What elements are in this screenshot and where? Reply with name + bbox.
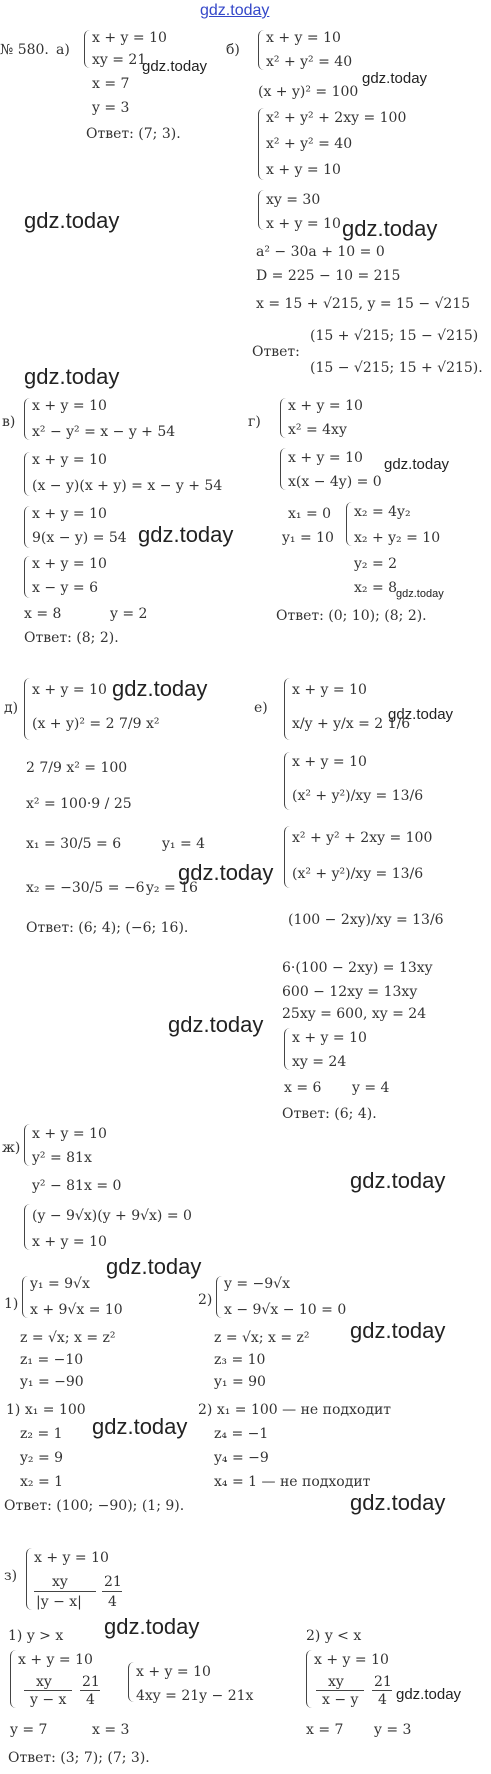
part-g-line: x + y = 10 <box>288 450 363 466</box>
part-d-line: y₁ = 4 <box>162 836 206 852</box>
part-v-brace <box>24 398 31 440</box>
part-e-line: x + y = 10 <box>292 754 367 770</box>
watermark: gdz.today <box>388 706 454 723</box>
watermark: gdz.today <box>396 588 444 600</box>
part-zh-sub: z₄ = −1 <box>214 1426 269 1442</box>
part-d-label: д) <box>4 700 19 716</box>
part-a-label: а) <box>56 42 70 58</box>
part-v-line: x + y = 10 <box>32 398 107 414</box>
part-g-answer: Ответ: (0; 10); (8; 2). <box>276 608 427 624</box>
part-a-line: xy = 21 <box>92 52 147 68</box>
part-d-line: x² = 100·9 / 25 <box>26 796 132 812</box>
part-z-line: xy <box>52 1574 68 1590</box>
part-v-line: x + y = 10 <box>32 556 107 572</box>
part-b-answer: (15 − √215; 15 + √215). <box>310 360 483 376</box>
part-b-line: x + y = 10 <box>266 162 341 178</box>
part-g-line: x² = 4xy <box>288 422 347 438</box>
watermark: gdz.today <box>24 208 120 233</box>
part-g-line: x(x − 4y) = 0 <box>288 474 382 490</box>
part-d-line: 2 7/9 x² = 100 <box>26 760 128 776</box>
part-g-brace <box>280 398 287 438</box>
part-zh-case: z₁ = −10 <box>20 1352 84 1368</box>
part-zh-brace <box>24 1204 31 1250</box>
part-zh-sub: z₂ = 1 <box>20 1426 63 1442</box>
part-zh-case: 2) <box>198 1292 213 1308</box>
part-b-label: б) <box>226 42 240 58</box>
part-v-brace <box>24 452 31 496</box>
watermark: gdz.today <box>138 522 234 547</box>
part-z-case: 21 <box>82 1674 100 1690</box>
watermark: gdz.today <box>106 1254 202 1279</box>
part-z-case: xy <box>328 1674 344 1690</box>
part-e-brace <box>284 752 291 810</box>
part-b-line: D = 225 − 10 = 215 <box>256 268 401 284</box>
watermark: gdz.today <box>112 676 208 701</box>
part-zh-case: 1) <box>4 1296 19 1312</box>
part-zh-case: y = −9√x <box>224 1276 290 1292</box>
part-a-brace <box>84 30 91 68</box>
part-v-line: x + y = 10 <box>32 452 107 468</box>
watermark: gdz.today <box>350 1490 446 1515</box>
part-zh-line: x + y = 10 <box>32 1126 107 1142</box>
part-d-line: y₂ = 16 <box>146 880 198 896</box>
part-b-answer: (15 + √215; 15 − √215) <box>310 328 479 344</box>
part-z-frac-bar <box>80 1690 100 1691</box>
part-z-label: з) <box>4 1568 18 1584</box>
part-v-line: (x − y)(x + y) = x − y + 54 <box>32 478 223 494</box>
part-zh-sub: x₂ = 1 <box>20 1474 64 1490</box>
part-zh-line: y² − 81x = 0 <box>32 1178 122 1194</box>
part-b-brace <box>258 108 265 180</box>
part-d-line: x + y = 10 <box>32 682 107 698</box>
part-z-brace <box>10 1650 17 1708</box>
part-g-line: x + y = 10 <box>288 398 363 414</box>
part-d-line: x₂ = −30/5 = −6 <box>26 880 145 896</box>
part-b-line: (x + y)² = 100 <box>258 84 359 100</box>
watermark: gdz.today <box>92 1414 188 1439</box>
part-z-frac-bar <box>24 1690 72 1691</box>
watermark: gdz.today <box>142 58 208 75</box>
part-d-line: x₁ = 30/5 = 6 <box>26 836 122 852</box>
part-zh-case: z = √x; x = z² <box>214 1330 310 1346</box>
part-b-line: x + y = 10 <box>266 216 341 232</box>
part-e-line: x/y + y/x = 2 1/6 <box>292 716 411 732</box>
part-z-frac-bar <box>102 1591 122 1592</box>
part-e-line: x = 6 <box>284 1080 322 1096</box>
problem-number: № 580. <box>0 42 49 58</box>
part-zh-line: x + y = 10 <box>32 1234 107 1250</box>
part-b-line: x² + y² = 40 <box>266 54 353 70</box>
part-zh-sub: y₄ = −9 <box>214 1450 269 1466</box>
part-e-line: (100 − 2xy)/xy = 13/6 <box>288 912 444 928</box>
part-e-line: 6·(100 − 2xy) = 13xy <box>282 960 433 976</box>
part-a-line: x = 7 <box>92 76 130 92</box>
watermark: gdz.today <box>178 860 274 885</box>
part-z-frac-bar <box>372 1690 392 1691</box>
part-d-answer: Ответ: (6; 4); (−6; 16). <box>26 920 189 936</box>
part-z-case: y = 7 <box>10 1722 48 1738</box>
part-a-line: x + y = 10 <box>92 30 167 46</box>
part-z-frac-bar <box>316 1690 364 1691</box>
part-a-line: y = 3 <box>92 100 130 116</box>
part-g-line: x₂ = 8 <box>354 580 398 596</box>
part-g-brace <box>280 448 287 490</box>
part-g-line: y₂ = 2 <box>354 556 398 572</box>
part-b-answer-label: Ответ: <box>252 344 300 360</box>
watermark: gdz.today <box>24 364 120 389</box>
part-e-line: x² + y² + 2xy = 100 <box>292 830 433 846</box>
part-b-brace <box>258 30 265 70</box>
part-d-line: (x + y)² = 2 7/9 x² <box>32 716 160 732</box>
part-e-line: (x² + y²)/xy = 13/6 <box>292 788 424 804</box>
part-e-line: 600 − 12xy = 13xy <box>282 984 418 1000</box>
part-z-brace <box>306 1650 313 1708</box>
part-z-case: x + y = 10 <box>136 1664 211 1680</box>
part-e-line: x + y = 10 <box>292 1030 367 1046</box>
part-z-case: y − x <box>30 1692 67 1708</box>
part-z-case: 4 <box>378 1692 387 1708</box>
part-e-line: x + y = 10 <box>292 682 367 698</box>
part-e-line: xy = 24 <box>292 1054 347 1070</box>
part-z-case: x = 7 <box>306 1722 344 1738</box>
part-e-label: е) <box>254 700 268 716</box>
part-g-label: г) <box>248 414 261 430</box>
part-v-line: y = 2 <box>110 606 148 622</box>
part-v-answer: Ответ: (8; 2). <box>24 630 119 646</box>
part-z-answer: Ответ: (3; 7); (7; 3). <box>8 1750 150 1766</box>
part-z-case: 2) y < x <box>306 1628 362 1644</box>
part-zh-case: z = √x; x = z² <box>20 1330 116 1346</box>
part-z-case: 4xy = 21y − 21x <box>136 1688 254 1704</box>
part-b-line: xy = 30 <box>266 192 321 208</box>
part-e-line: y = 4 <box>352 1080 390 1096</box>
part-z-case: x + y = 10 <box>18 1652 93 1668</box>
part-z-case: x − y <box>322 1692 359 1708</box>
watermark: gdz.today <box>104 1614 200 1639</box>
part-z-case: x = 3 <box>92 1722 130 1738</box>
part-e-brace <box>284 826 291 888</box>
watermark: gdz.today <box>362 70 428 87</box>
part-e-brace <box>284 678 291 740</box>
part-zh-case: y₁ = 90 <box>214 1374 266 1390</box>
part-zh-sub: x₄ = 1 — не подходит <box>214 1474 371 1490</box>
part-a-answer: Ответ: (7; 3). <box>86 126 181 142</box>
part-v-brace <box>24 506 31 548</box>
part-g-line: x₂ = 4y₂ <box>354 504 411 520</box>
part-g-line: x₁ = 0 <box>288 506 332 522</box>
watermark: gdz.today <box>350 1318 446 1343</box>
part-z-case: y = 3 <box>374 1722 412 1738</box>
part-zh-sub: y₂ = 9 <box>20 1450 64 1466</box>
watermark: gdz.today <box>168 1012 264 1037</box>
watermark-top[interactable]: gdz.today <box>200 2 270 19</box>
part-zh-case: x − 9√x − 10 = 0 <box>224 1302 347 1318</box>
watermark: gdz.today <box>342 216 438 241</box>
part-zh-line: (y − 9√x)(y + 9√x) = 0 <box>32 1208 192 1224</box>
part-b-line: x² + y² + 2xy = 100 <box>266 110 407 126</box>
part-zh-label: ж) <box>2 1140 21 1156</box>
watermark: gdz.today <box>350 1168 446 1193</box>
part-z-case: 21 <box>374 1674 392 1690</box>
part-g-line: y₁ = 10 <box>282 530 334 546</box>
part-b-line: x + y = 10 <box>266 30 341 46</box>
part-zh-line: y² = 81x <box>32 1150 92 1166</box>
part-v-line: x = 8 <box>24 606 62 622</box>
part-z-case: 1) y > x <box>8 1628 64 1644</box>
part-g-brace <box>346 502 353 546</box>
part-v-line: x + y = 10 <box>32 506 107 522</box>
part-zh-sub: 1) x₁ = 100 <box>6 1402 86 1418</box>
part-z-case: 4 <box>86 1692 95 1708</box>
part-z-case: xy <box>36 1674 52 1690</box>
part-z-line: |y − x| <box>36 1594 82 1610</box>
part-z-case: x + y = 10 <box>314 1652 389 1668</box>
part-zh-brace <box>22 1276 29 1318</box>
watermark: gdz.today <box>396 1686 462 1703</box>
part-d-brace <box>24 678 31 740</box>
part-g-line: x₂ + y₂ = 10 <box>354 530 441 546</box>
part-e-line: (x² + y²)/xy = 13/6 <box>292 866 424 882</box>
part-zh-brace <box>216 1276 223 1318</box>
part-v-label: в) <box>2 414 16 430</box>
part-zh-answer: Ответ: (100; −90); (1; 9). <box>4 1498 185 1514</box>
part-v-brace <box>24 556 31 598</box>
part-v-line: x − y = 6 <box>32 580 98 596</box>
watermark: gdz.today <box>384 456 450 473</box>
part-zh-case: z₃ = 10 <box>214 1352 266 1368</box>
part-e-line: 25xy = 600, xy = 24 <box>282 1006 427 1022</box>
part-z-line: 21 <box>104 1574 122 1590</box>
part-z-line: 4 <box>108 1594 117 1610</box>
part-z-brace <box>26 1548 33 1610</box>
part-zh-case: y₁ = −90 <box>20 1374 84 1390</box>
part-b-line: a² − 30a + 10 = 0 <box>256 244 385 260</box>
part-v-line: 9(x − y) = 54 <box>32 530 127 546</box>
part-z-brace <box>128 1662 135 1702</box>
part-zh-sub: 2) x₁ = 100 — не подходит <box>198 1402 392 1418</box>
part-b-line: x² + y² = 40 <box>266 136 353 152</box>
part-b-brace <box>258 190 265 230</box>
part-e-answer: Ответ: (6; 4). <box>282 1106 377 1122</box>
part-zh-case: y₁ = 9√x <box>30 1276 90 1292</box>
part-z-line: x + y = 10 <box>34 1550 109 1566</box>
part-v-line: x² − y² = x − y + 54 <box>32 424 176 440</box>
part-z-frac-bar <box>34 1591 96 1592</box>
part-zh-brace <box>24 1124 31 1166</box>
part-e-brace <box>284 1028 291 1070</box>
part-b-line: x = 15 + √215, y = 15 − √215 <box>256 296 471 312</box>
part-zh-case: x + 9√x = 10 <box>30 1302 123 1318</box>
